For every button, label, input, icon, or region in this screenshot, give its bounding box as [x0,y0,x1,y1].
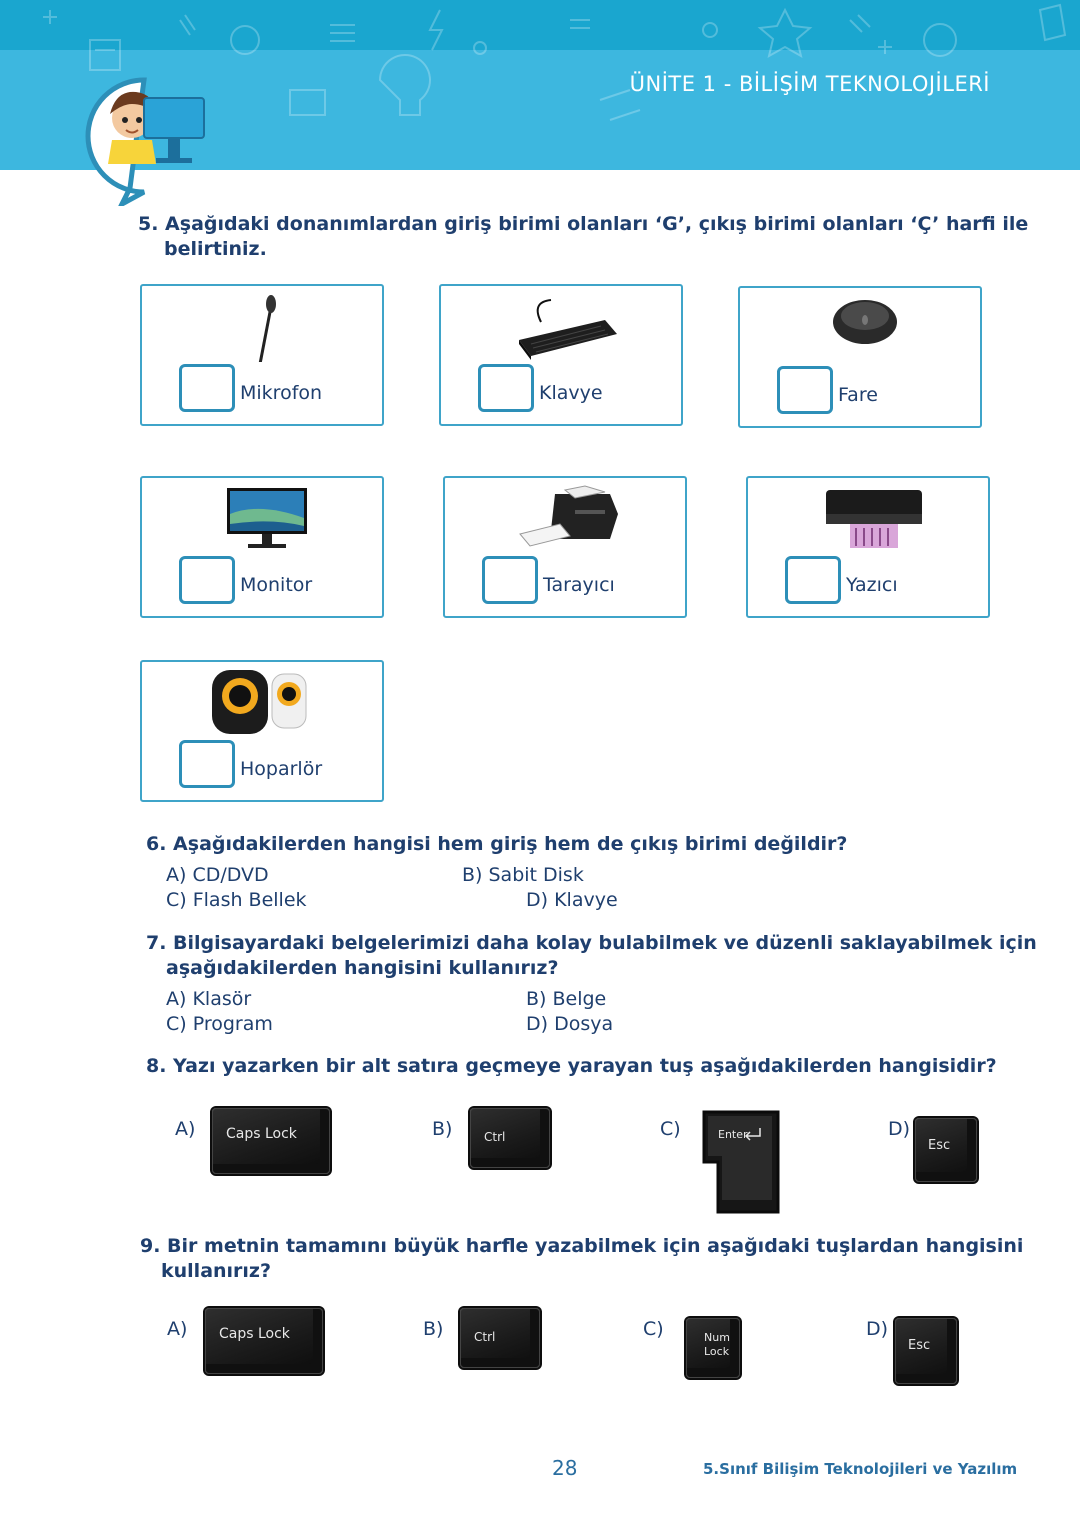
q8-caps-lock-key[interactable] [212,1108,330,1174]
answer-box-microphone[interactable] [179,364,235,412]
device-label: Fare [838,384,878,406]
device-card-keyboard [439,284,683,426]
answer-box-printer[interactable] [785,556,841,604]
q8-esc-key[interactable] [915,1118,977,1182]
q9-letter-b: B) [423,1318,444,1340]
q9-num-lock-key[interactable] [686,1318,740,1378]
answer-box-mouse[interactable] [777,366,833,414]
q9-esc-key[interactable] [895,1318,957,1384]
answer-box-monitor[interactable] [179,556,235,604]
device-card-mouse [738,286,982,428]
question-8-text: 8. Yazı yazarken bir alt satıra geçmeye yarayan tuş aşağıdakilerden hangisidir? [146,1055,997,1077]
question-9-text-cont: kullanırız? [161,1260,272,1282]
device-card-scanner [443,476,687,618]
key-label: Ctrl [474,1330,496,1344]
monitor-icon [212,484,322,554]
device-label: Tarayıcı [543,574,615,596]
q8-letter-d: D) [888,1118,911,1140]
key-label: Lock [704,1345,730,1358]
q9-letter-c: C) [643,1318,664,1340]
question-7-text-cont: aşağıdakilerden hangisini kullanırız? [166,957,559,979]
q8-ctrl-key[interactable] [470,1108,550,1168]
q9-caps-lock-key[interactable] [205,1308,323,1374]
page-number: 28 [552,1456,578,1480]
book-title: 5.Sınıf Bilişim Teknolojileri ve Yazılım [703,1460,1018,1478]
child-computer-mascot-icon [82,76,222,206]
q7-option-d[interactable]: D) Dosya [526,1013,614,1035]
q6-option-b[interactable]: B) Sabit Disk [462,864,584,886]
answer-box-scanner[interactable] [482,556,538,604]
key-label: Num [704,1331,730,1344]
answer-box-speakers[interactable] [179,740,235,788]
device-card-speakers [140,660,384,802]
device-label: Hoparlör [240,758,323,780]
q9-letter-a: A) [167,1318,188,1340]
key-label: Esc [908,1338,931,1353]
q9-ctrl-key[interactable] [460,1308,540,1368]
device-label: Klavye [539,382,603,404]
speakers-icon [212,668,322,738]
microphone-icon [212,292,322,362]
q6-option-a[interactable]: A) CD/DVD [166,864,269,886]
key-label: Esc [928,1138,951,1153]
device-label: Mikrofon [240,382,323,404]
key-label: Caps Lock [219,1326,290,1342]
key-label: Enter [718,1128,748,1141]
device-card-printer [746,476,990,618]
scanner-icon [515,484,625,554]
question-5-text: 5. Aşağıdaki donanımlardan giriş birimi olanları ‘G’, çıkış birimi olanları ‘Ç’ harfi ile [138,213,1029,235]
key-label: Ctrl [484,1130,506,1144]
key-label: Caps Lock [226,1126,297,1142]
device-label: Monitor [240,574,313,596]
q8-letter-c: C) [660,1118,681,1140]
device-card-microphone [140,284,384,426]
keyboard-icon [511,292,621,362]
device-card-monitor [140,476,384,618]
q6-option-d[interactable]: D) Klavye [526,889,618,911]
question-9-text: 9. Bir metnin tamamını büyük harfle yazabilmek için aşağıdaki tuşlardan hangisini [140,1235,1024,1257]
q8-letter-b: B) [432,1118,453,1140]
q9-letter-d: D) [866,1318,889,1340]
answer-box-keyboard[interactable] [478,364,534,412]
q8-letter-a: A) [175,1118,196,1140]
question-7-text: 7. Bilgisayardaki belgelerimizi daha kolay bulabilmek ve düzenli saklayabilmek için [146,932,1037,954]
device-label: Yazıcı [846,574,898,596]
q7-option-b[interactable]: B) Belge [526,988,607,1010]
mouse-icon [810,294,920,364]
q7-option-a[interactable]: A) Klasör [166,988,252,1010]
q7-option-c[interactable]: C) Program [166,1013,273,1035]
unit-title: ÜNİTE 1 - BİLİŞİM TEKNOLOJİLERİ [629,72,990,96]
q8-enter-key[interactable] [702,1110,780,1214]
question-6-text: 6. Aşağıdakilerden hangisi hem giriş hem de çıkış birimi değildir? [146,833,848,855]
question-5-text-cont: belirtiniz. [164,238,267,260]
q6-option-c[interactable]: C) Flash Bellek [166,889,307,911]
printer-icon [818,484,928,554]
